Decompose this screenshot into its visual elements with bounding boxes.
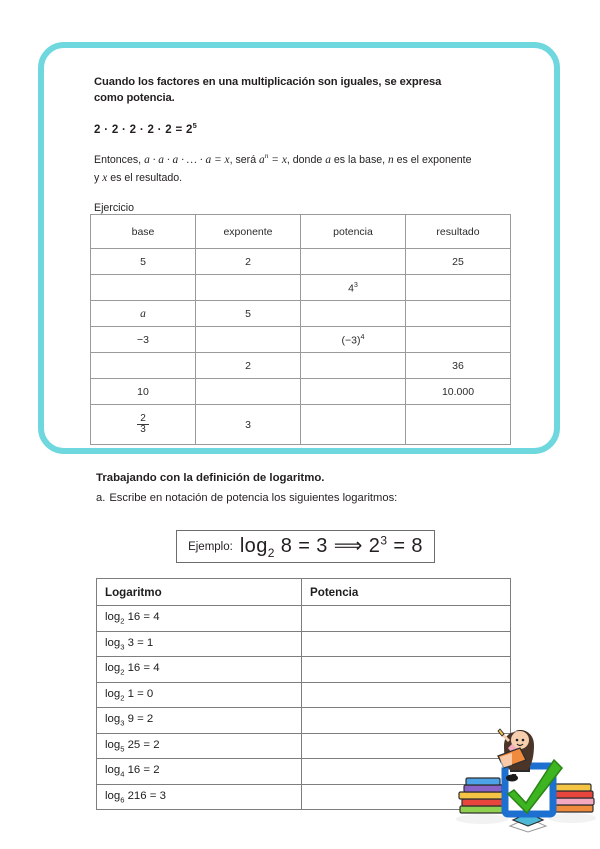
cell-logaritmo — [97, 708, 302, 734]
cell-exponente[interactable]: 2 — [196, 249, 301, 275]
table-row — [97, 682, 511, 708]
cell-logaritmo — [97, 631, 302, 657]
cell-potencia-base: 4 — [348, 282, 354, 295]
cell-logaritmo — [97, 759, 302, 785]
log-word: log — [105, 789, 121, 802]
cell-potencia-answer[interactable] — [302, 682, 511, 708]
table-row — [91, 275, 511, 301]
cell-potencia-exponent: 4 — [360, 332, 365, 342]
entonces-math-a: a — [325, 154, 331, 167]
log-word: log — [105, 611, 121, 624]
cell-base[interactable]: 10 — [91, 379, 196, 405]
cell-logaritmo — [97, 657, 302, 683]
table-row — [97, 733, 511, 759]
entonces-text-4: es la base, — [330, 154, 389, 167]
cell-exponente[interactable] — [196, 379, 301, 405]
cell-potencia[interactable] — [301, 275, 406, 301]
entonces-math-n: n — [388, 154, 394, 167]
log-word: log — [105, 764, 121, 777]
cell-logaritmo — [97, 606, 302, 632]
cell-exponente[interactable] — [196, 275, 301, 301]
cell-potencia-exponent: 3 — [353, 280, 358, 290]
log-base: 3 — [120, 641, 125, 651]
table-row — [91, 405, 511, 445]
log-base: 6 — [120, 794, 125, 804]
powers-table-header-row — [91, 215, 511, 249]
cell-exponente[interactable]: 3 — [196, 405, 301, 445]
cell-resultado[interactable]: 10.000 — [406, 379, 511, 405]
table-row — [91, 301, 511, 327]
entonces-text-1: Entonces, — [94, 154, 145, 167]
entonces-paragraph — [94, 150, 524, 187]
log-expression: 216 = 3 — [124, 789, 166, 802]
entonces-text-7: es el resultado. — [107, 171, 183, 184]
cell-potencia-answer[interactable] — [302, 759, 511, 785]
table-row — [97, 759, 511, 785]
cell-base[interactable] — [91, 275, 196, 301]
cell-potencia-answer[interactable] — [302, 733, 511, 759]
table-row — [97, 606, 511, 632]
cell-potencia-answer[interactable] — [302, 657, 511, 683]
entonces-math-exponent: n — [264, 151, 269, 161]
log-expression: 25 = 2 — [124, 738, 160, 751]
cell-potencia[interactable] — [301, 379, 406, 405]
implies-arrow-icon: ⟹ — [333, 535, 363, 557]
open-book-icon — [510, 813, 546, 832]
powers-header-exponente: exponente — [196, 215, 301, 249]
log-base: 5 — [120, 743, 125, 753]
cell-potencia-answer[interactable] — [302, 708, 511, 734]
logarithm-table-header-row — [97, 579, 511, 606]
cell-potencia-answer[interactable] — [302, 606, 511, 632]
entonces-text-6: y — [94, 171, 103, 184]
cell-exponente[interactable]: 2 — [196, 353, 301, 379]
cell-resultado[interactable] — [406, 301, 511, 327]
fraction-numerator: 2 — [140, 412, 146, 424]
example-equation — [240, 533, 423, 560]
powers-header-resultado: resultado — [406, 215, 511, 249]
intro-heading-line1: Cuando los factores en una multiplicación son iguales, se expresa — [94, 76, 442, 88]
table-row — [97, 657, 511, 683]
log-word: log — [105, 738, 121, 751]
book-stack-right-icon — [548, 784, 596, 823]
table-row — [97, 631, 511, 657]
log-word: log — [105, 662, 121, 675]
table-row — [97, 708, 511, 734]
table-row — [91, 327, 511, 353]
entonces-math-product: a · a · a · … · a = x — [144, 154, 230, 167]
powers-header-base: base — [91, 215, 196, 249]
powers-table — [90, 214, 511, 445]
entonces-text-2: , será — [229, 154, 260, 167]
log-expression: 16 = 2 — [124, 764, 160, 777]
cell-potencia[interactable] — [301, 301, 406, 327]
log-word: log — [105, 687, 121, 700]
cell-logaritmo — [97, 784, 302, 810]
cell-resultado[interactable]: 25 — [406, 249, 511, 275]
example-power-exponent: 3 — [380, 533, 388, 548]
log-expression: 16 = 4 — [124, 662, 160, 675]
cell-base-variable: a — [140, 307, 146, 320]
cell-potencia[interactable] — [301, 249, 406, 275]
logarithm-table — [96, 578, 511, 810]
cell-base[interactable] — [91, 405, 196, 445]
cell-base[interactable]: 5 — [91, 249, 196, 275]
fraction-two-thirds — [137, 414, 149, 435]
cell-resultado[interactable] — [406, 405, 511, 445]
log-expression: 9 = 2 — [124, 713, 154, 726]
entonces-text-5: es el exponente — [393, 154, 472, 167]
log-base: 4 — [120, 769, 125, 779]
log-base: 3 — [120, 718, 125, 728]
cell-potencia[interactable] — [301, 405, 406, 445]
cell-potencia-answer[interactable] — [302, 631, 511, 657]
log-base: 2 — [120, 667, 125, 677]
panel-content — [94, 74, 524, 214]
powers-header-potencia: potencia — [301, 215, 406, 249]
intro-heading-line2: como potencia. — [94, 92, 175, 105]
cell-exponente[interactable] — [196, 327, 301, 353]
entonces-math-base: a — [259, 154, 265, 167]
cell-exponente[interactable]: 5 — [196, 301, 301, 327]
example-log-argument: 8 = 3 — [274, 535, 334, 557]
example-log-base: 2 — [267, 546, 275, 560]
log-word: log — [105, 636, 121, 649]
log-expression: 16 = 4 — [124, 611, 160, 624]
cell-potencia[interactable] — [301, 327, 406, 353]
section2-item-text: Escribe en notación de potencia los siguientes logaritmos: — [109, 492, 398, 504]
cell-resultado[interactable] — [406, 327, 511, 353]
table-row — [91, 249, 511, 275]
example-power-base: 2 — [362, 535, 381, 557]
power-expression — [94, 121, 524, 136]
cell-base[interactable] — [91, 301, 196, 327]
log-word: log — [105, 713, 121, 726]
entonces-text-3: , donde — [286, 154, 326, 167]
power-expression-exponent: 5 — [192, 121, 198, 131]
cell-base[interactable]: −3 — [91, 327, 196, 353]
entonces-math-x: x — [102, 171, 108, 184]
entonces-math-equals-x: = x — [268, 154, 287, 167]
log-expression: 3 = 1 — [124, 636, 154, 649]
table-row — [97, 784, 511, 810]
log-header-potencia: Potencia — [302, 579, 511, 606]
table-row — [91, 379, 511, 405]
cell-logaritmo — [97, 682, 302, 708]
section2-title: Trabajando con la definición de logaritmo. — [96, 472, 325, 484]
section2-item-letter: a. — [96, 492, 106, 504]
fraction-denominator: 3 — [137, 424, 149, 435]
checkbox-icon — [505, 760, 562, 814]
log-expression: 1 = 0 — [124, 687, 154, 700]
log-base: 2 — [120, 616, 125, 626]
example-log-word: log — [239, 535, 268, 557]
table-row — [91, 353, 511, 379]
log-base: 2 — [120, 692, 125, 702]
section2-instruction — [96, 492, 397, 504]
cell-base[interactable] — [91, 353, 196, 379]
cell-potencia[interactable] — [301, 353, 406, 379]
cell-resultado[interactable]: 36 — [406, 353, 511, 379]
example-box — [176, 530, 435, 563]
cell-resultado[interactable] — [406, 275, 511, 301]
ejercicio-label: Ejercicio — [94, 202, 135, 215]
intro-heading — [94, 74, 524, 106]
power-expression-text: 2 · 2 · 2 · 2 · 2 = 2 — [94, 124, 193, 137]
example-label: Ejemplo: — [188, 540, 233, 553]
cell-logaritmo — [97, 733, 302, 759]
log-header-logaritmo: Logaritmo — [97, 579, 302, 606]
example-power-result: = 8 — [387, 535, 423, 557]
cell-potencia-answer[interactable] — [302, 784, 511, 810]
cell-potencia-base: (−3) — [341, 334, 361, 347]
